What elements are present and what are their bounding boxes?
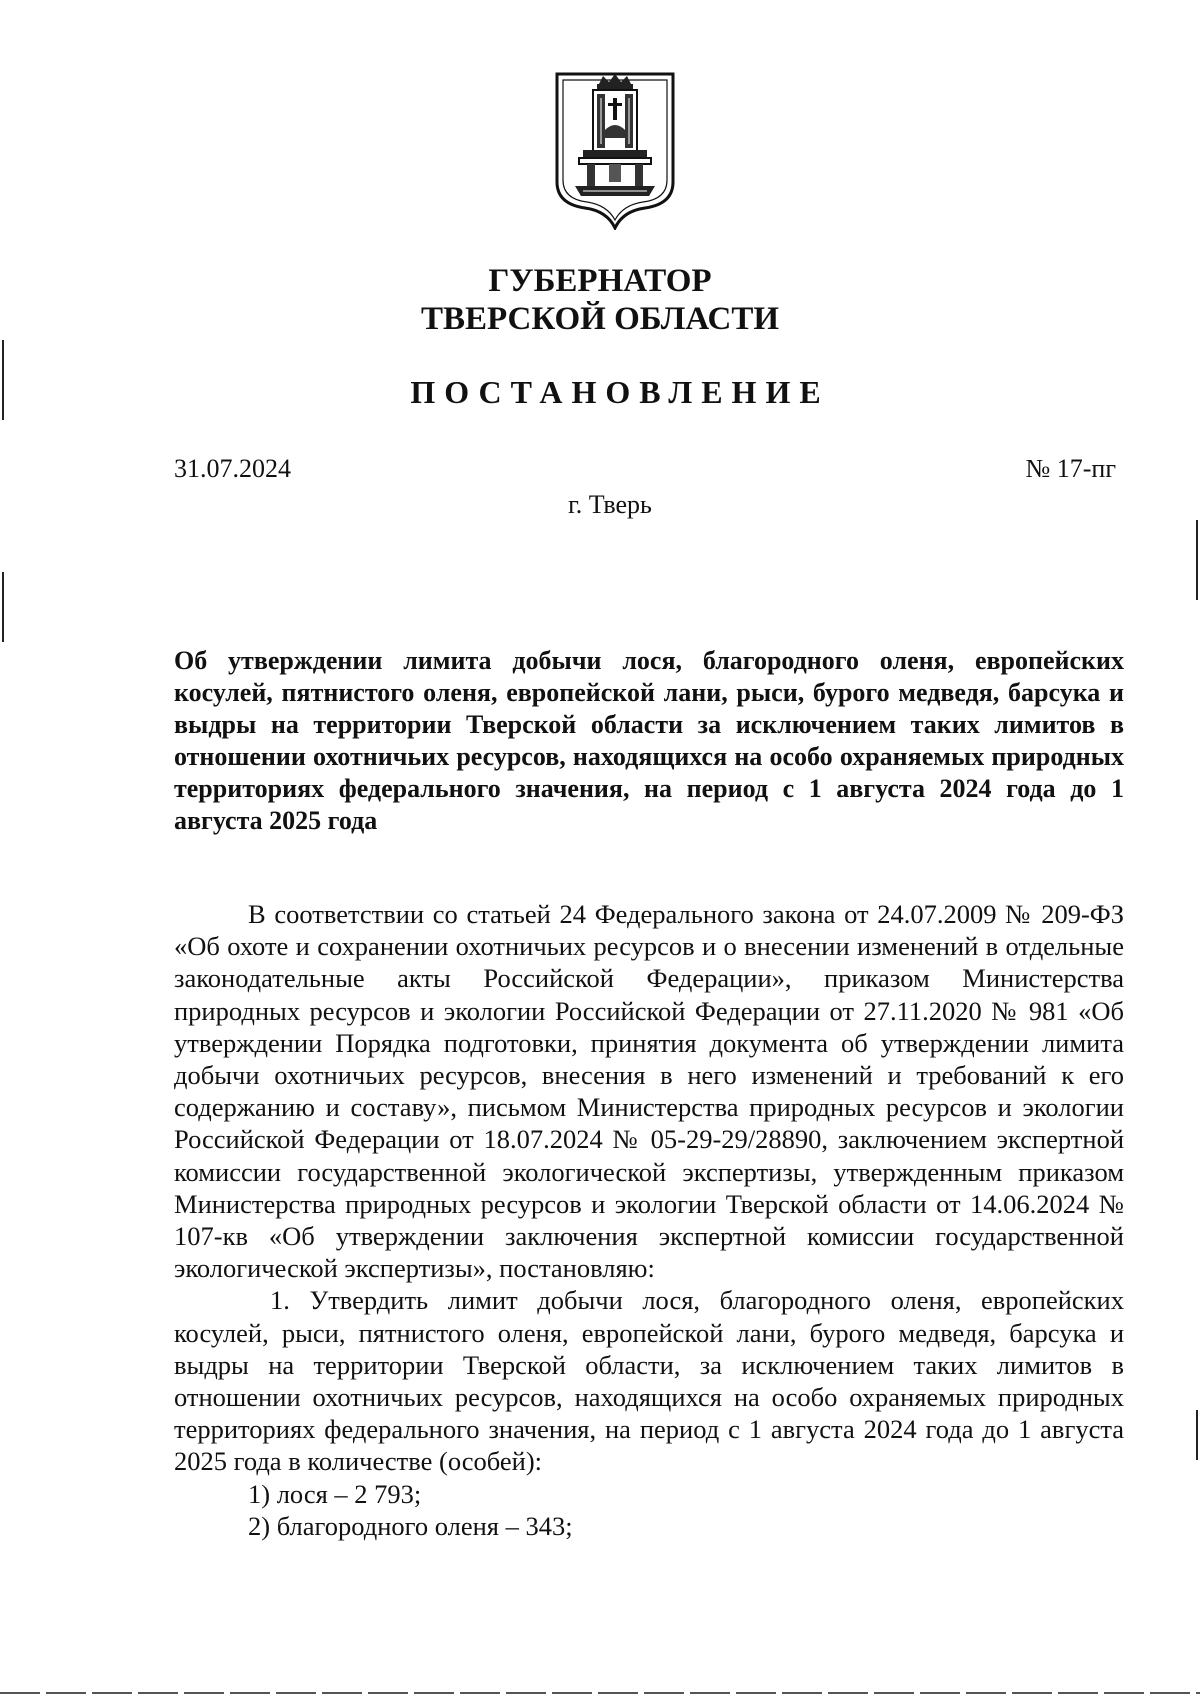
resolution-item-1: 1. Утвердить лимит добычи лося, благородного оленя, европейских косулей, рыси, пятнистого оленя, европейской лани, бурого медведя, барсука и выдры на территории Тверской области, за исключением таких лимитов в отношении охотничьих ресурсов, находящихся на особо охраняемых природных территориях федерального значения, на период с 1 августа 2024 года до 1 августа 2025 года в количестве (особей): xyxy=(174,1285,1124,1477)
authority-title-line1: ГУБЕРНАТОР xyxy=(488,263,712,299)
document-number: № 17-пг xyxy=(1025,454,1116,483)
list-item: 1) лося – 2 793; xyxy=(248,1478,422,1509)
scan-margin-mark xyxy=(2,340,4,420)
document-title: Об утверждении лимита добычи лося, благородного оленя, европейских косулей, пятнистого оленя, европейской лани, рыси, бурого медведя, барсука и выдры на территории Тверской области за исключением таких лимитов в отношении охотничьих ресурсов, находящихся на особо охраняемых природных территориях федерального значения, на период с 1 августа 2024 года до 1 августа 2025 года xyxy=(174,646,1124,835)
document-city: г. Тверь xyxy=(568,490,652,519)
scan-bottom-edge xyxy=(0,1692,1200,1694)
scan-margin-mark xyxy=(1196,520,1198,600)
preamble-paragraph: В соответствии со статьей 24 Федерального закона от 24.07.2009 № 209-ФЗ «Об охоте и сохранении охотничьих ресурсов и о внесении изменений в отдельные законодательные акты Российской Федерации», приказом Министерства природных ресурсов и экологии Российской Федерации от 27.11.2020 № 981 «Об утверждении Порядка подготовки, принятия документа об утверждении лимита добычи охотничьих ресурсов, внесения в него изменений и требований к его содержанию и составу», письмом Министерства природных ресурсов и экологии Российской Федерации от 18.07.2024 № 05-29-29/28890, заключением экспертной комиссии государственной экологической экспертизы, утвержденным приказом Министерства природных ресурсов и экологии Тверской области от 14.06.2024 № 107-кв «Об утверждении заключения экспертной комиссии государственной экологической экспертизы», постановляю: xyxy=(174,899,1124,1284)
tver-coat-of-arms-icon xyxy=(553,72,677,230)
authority-title-line2: ТВЕРСКОЙ ОБЛАСТИ xyxy=(420,301,780,337)
document-date: 31.07.2024 xyxy=(174,454,291,483)
scan-margin-mark xyxy=(1196,1410,1198,1460)
document-body xyxy=(174,898,1124,1542)
scan-margin-mark xyxy=(2,572,4,642)
list-item: 2) благородного оленя – 343; xyxy=(248,1510,573,1541)
document-type-heading: ПОСТАНОВЛЕНИЕ xyxy=(410,374,830,410)
